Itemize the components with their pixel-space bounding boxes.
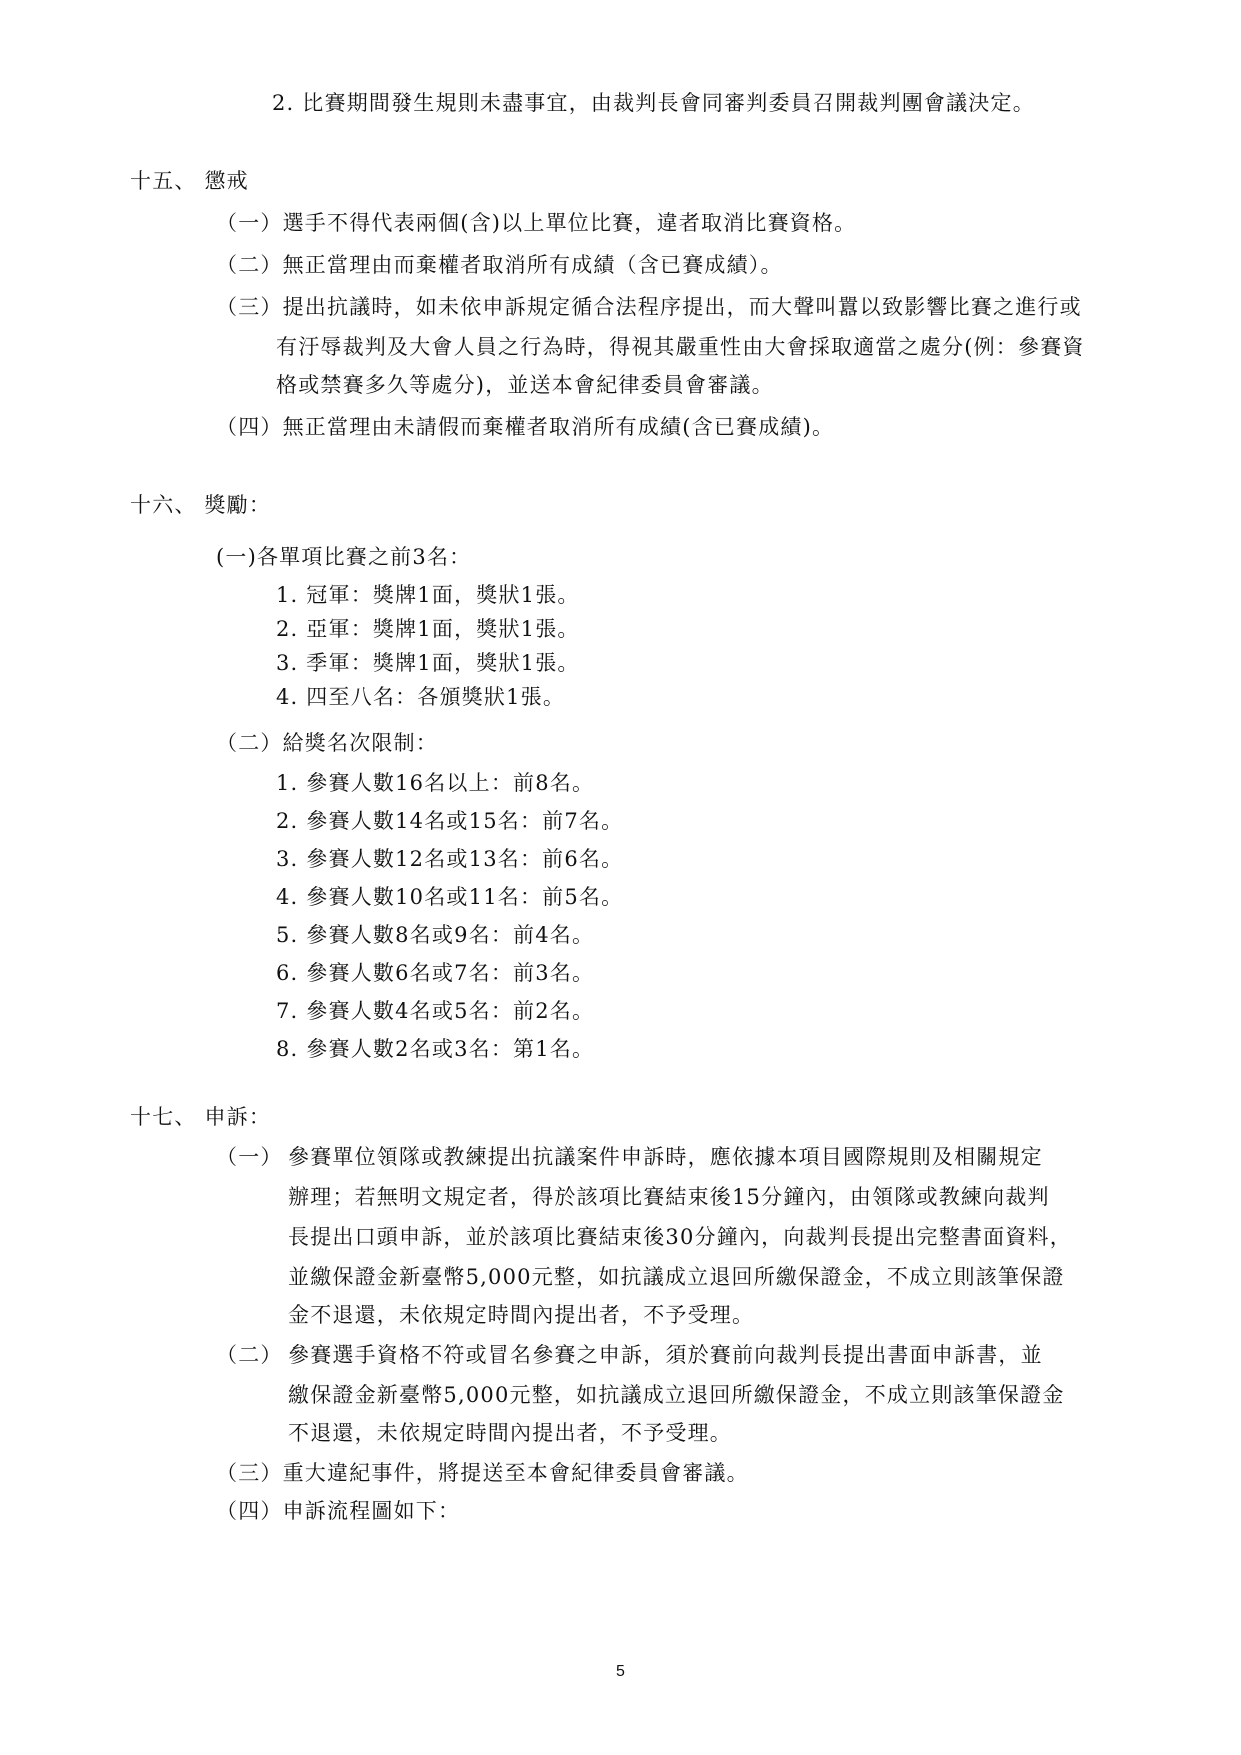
section-17-item-2-line-1: 參賽選手資格不符或冒名參賽之申訴，須於賽前向裁判長提出書面申訴書，並 [288, 1343, 1043, 1367]
section-17-item-2-line-2: 繳保證金新臺幣5,000元整，如抗議成立退回所繳保證金，不成立則該筆保證金 [288, 1383, 1065, 1407]
section-17-item-1-label: （一） [216, 1145, 283, 1169]
section-16-sub-1: (一)各單項比賽之前3名： [216, 545, 472, 569]
section-15-item-3-line-1: （三）提出抗議時，如未依申訴規定循合法程序提出，而大聲叫囂以致影響比賽之進行或 [216, 295, 1082, 319]
rule-item-2: 2. 比賽期間發生規則未盡事宜，由裁判長會同審判委員召開裁判團會議決定。 [272, 91, 1035, 115]
award-item: 2. 亞軍：獎牌1面，獎狀1張。 [276, 617, 580, 641]
limit-item: 4. 參賽人數10名或11名：前5名。 [276, 885, 624, 909]
section-17-item-1-line-4: 並繳保證金新臺幣5,000元整，如抗議成立退回所繳保證金，不成立則該筆保證 [288, 1265, 1065, 1289]
section-17-item-2-label: （二） [216, 1343, 283, 1367]
award-item: 1. 冠軍：獎牌1面，獎狀1張。 [276, 583, 580, 607]
section-16-heading: 十六、 獎勵： [130, 493, 272, 517]
section-17-item-1-line-5: 金不退還，未依規定時間內提出者，不予受理。 [288, 1303, 755, 1327]
award-item: 3. 季軍：獎牌1面，獎狀1張。 [276, 651, 580, 675]
section-17-item-3: （三）重大違紀事件，將提送至本會紀律委員會審議。 [216, 1461, 749, 1485]
section-17-item-1-line-2: 辦理；若無明文規定者，得於該項比賽結束後15分鐘內，由領隊或教練向裁判 [288, 1185, 1050, 1209]
limit-item: 6. 參賽人數6名或7名：前3名。 [276, 961, 595, 985]
limit-item: 1. 參賽人數16名以上：前8名。 [276, 771, 595, 795]
section-17-item-4: （四）申訴流程圖如下： [216, 1499, 461, 1523]
section-15-item-4: （四）無正當理由未請假而棄權者取消所有成績(含已賽成績)。 [216, 415, 835, 439]
limit-item: 2. 參賽人數14名或15名：前7名。 [276, 809, 624, 833]
limit-item: 3. 參賽人數12名或13名：前6名。 [276, 847, 624, 871]
section-17-item-1-line-1: 參賽單位領隊或教練提出抗議案件申訴時，應依據本項目國際規則及相關規定 [288, 1145, 1043, 1169]
section-17-heading: 十七、 申訴： [130, 1105, 272, 1129]
section-15-heading: 十五、 懲戒 [130, 169, 249, 193]
award-item: 4. 四至八名：各頒獎狀1張。 [276, 685, 566, 709]
section-15-item-2: （二）無正當理由而棄權者取消所有成績（含已賽成績）。 [216, 253, 783, 277]
section-15-item-3-line-3: 格或禁賽多久等處分)，並送本會紀律委員會審議。 [276, 373, 774, 397]
limit-item: 5. 參賽人數8名或9名：前4名。 [276, 923, 595, 947]
section-17-item-1-line-3: 長提出口頭申訴，並於該項比賽結束後30分鐘內，向裁判長提出完整書面資料， [288, 1225, 1072, 1249]
section-16-sub-2: （二）給獎名次限制： [216, 731, 438, 755]
limit-item: 7. 參賽人數4名或5名：前2名。 [276, 999, 595, 1023]
page-number: 5 [616, 1663, 625, 1680]
limit-item: 8. 參賽人數2名或3名：第1名。 [276, 1037, 595, 1061]
section-17-item-2-line-3: 不退還，未依規定時間內提出者，不予受理。 [288, 1421, 732, 1445]
section-15-item-3-line-2: 有汙辱裁判及大會人員之行為時，得視其嚴重性由大會採取適當之處分(例：參賽資 [276, 335, 1085, 359]
section-15-item-1: （一）選手不得代表兩個(含)以上單位比賽，違者取消比賽資格。 [216, 211, 857, 235]
